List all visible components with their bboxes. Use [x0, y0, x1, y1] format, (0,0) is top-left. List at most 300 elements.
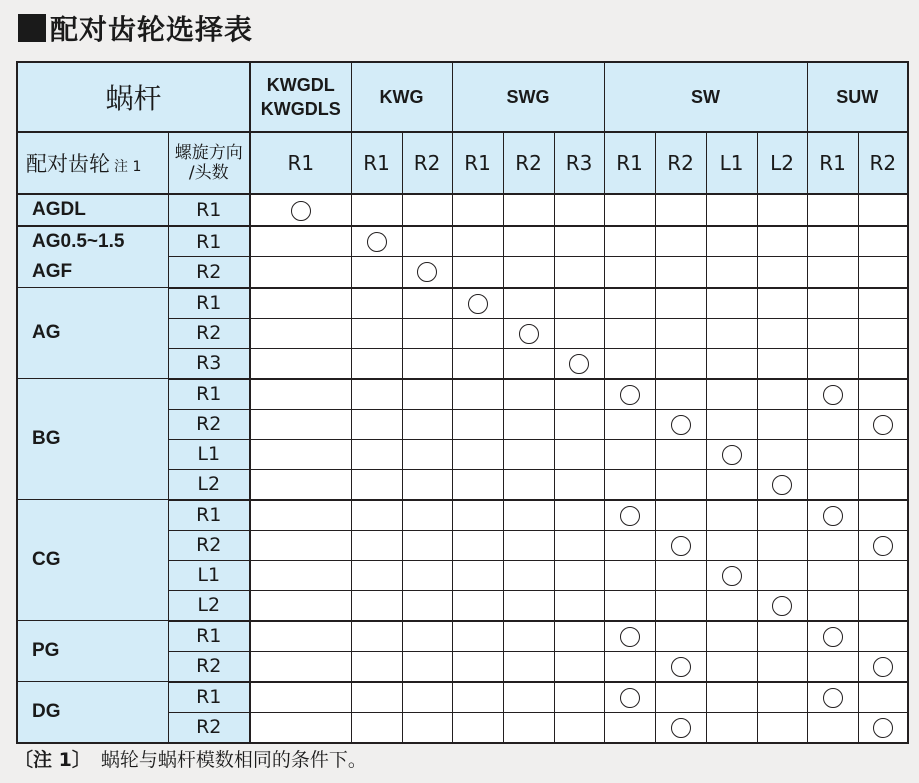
compatibility-cell: [351, 530, 402, 560]
compatibility-cell: [604, 500, 655, 531]
compatibility-cell: [706, 439, 757, 469]
gear-note-label: 注 1: [114, 159, 142, 175]
compatibility-cell: [452, 530, 503, 560]
compatibility-cell: [503, 530, 554, 560]
compatibility-cell: [858, 500, 908, 531]
compatibility-cell: [250, 530, 351, 560]
gear-direction-cell: R1: [168, 288, 250, 319]
compatibility-cell: [807, 530, 858, 560]
compatibility-cell: [452, 560, 503, 590]
compatibility-cell: [402, 651, 452, 682]
compatibility-cell: [757, 288, 807, 319]
mating-gear-name: DG: [32, 700, 61, 722]
compatibility-cell: [807, 682, 858, 713]
compatible-circle-icon: [823, 385, 843, 405]
compatibility-cell: [402, 530, 452, 560]
compatible-circle-icon: [671, 657, 691, 677]
compatible-circle-icon: [620, 688, 640, 708]
compatibility-cell: [858, 409, 908, 439]
worm-group-name: KWGDL: [266, 75, 335, 95]
compatibility-cell: [807, 379, 858, 410]
compatibility-cell: [858, 348, 908, 379]
compatibility-cell: [706, 712, 757, 743]
compatibility-cell: [858, 560, 908, 590]
compatibility-cell: [402, 348, 452, 379]
compatibility-cell: [351, 590, 402, 621]
worm-group-name: SW: [691, 87, 721, 107]
compatibility-cell: [655, 560, 706, 590]
compatible-circle-icon: [873, 718, 893, 738]
compatibility-cell: [807, 590, 858, 621]
worm-group-header: [250, 62, 351, 132]
compatibility-cell: [351, 409, 402, 439]
table-row: [17, 226, 908, 257]
gear-direction-cell: L1: [168, 560, 250, 590]
compatibility-cell: [452, 590, 503, 621]
compatibility-cell: [706, 409, 757, 439]
worm-group-name: KWG: [379, 87, 424, 107]
mating-gear-cell: [17, 379, 168, 500]
compatibility-cell: [757, 348, 807, 379]
compatibility-cell: [757, 257, 807, 288]
compatibility-cell: [807, 469, 858, 500]
compatibility-cell: [250, 439, 351, 469]
compatibility-cell: [858, 379, 908, 410]
compatibility-cell: [452, 651, 503, 682]
compatible-circle-icon: [772, 596, 792, 616]
mating-gear-name: CG: [32, 549, 61, 570]
compatibility-cell: [503, 379, 554, 410]
compatibility-cell: [807, 348, 858, 379]
compatibility-cell: [250, 318, 351, 348]
worm-direction-header: R2: [858, 132, 908, 194]
compatibility-cell: [402, 560, 452, 590]
compatible-circle-icon: [823, 688, 843, 708]
compatibility-cell: [554, 194, 604, 226]
compatibility-cell: [250, 500, 351, 531]
table-row: [17, 194, 908, 226]
compatibility-cell: [554, 530, 604, 560]
mating-gear-name: PG: [32, 640, 60, 661]
compatibility-cell: [452, 348, 503, 379]
compatibility-cell: [604, 469, 655, 500]
compatible-circle-icon: [671, 415, 691, 435]
compatibility-cell: [807, 621, 858, 652]
worm-direction-header: L2: [757, 132, 807, 194]
compatibility-cell: [503, 288, 554, 319]
compatibility-cell: [452, 226, 503, 257]
compatibility-cell: [655, 590, 706, 621]
compatibility-cell: [250, 348, 351, 379]
compatible-circle-icon: [367, 232, 387, 252]
compatibility-cell: [452, 318, 503, 348]
compatible-circle-icon: [620, 506, 640, 526]
compatibility-cell: [503, 194, 554, 226]
gear-direction-cell: R1: [168, 379, 250, 410]
compatibility-cell: [351, 621, 402, 652]
compatibility-cell: [402, 439, 452, 469]
compatibility-cell: [250, 560, 351, 590]
compatibility-cell: [351, 560, 402, 590]
compatibility-cell: [858, 590, 908, 621]
compatibility-cell: [503, 712, 554, 743]
compatibility-cell: [858, 257, 908, 288]
compatibility-cell: [250, 409, 351, 439]
mating-gear-cell: [17, 682, 168, 743]
compatibility-cell: [706, 621, 757, 652]
compatibility-cell: [757, 651, 807, 682]
compatibility-cell: [554, 348, 604, 379]
compatibility-cell: [807, 194, 858, 226]
compatibility-cell: [351, 318, 402, 348]
compatibility-cell: [452, 712, 503, 743]
compatibility-cell: [452, 439, 503, 469]
compatibility-cell: [757, 194, 807, 226]
worm-direction-header: R2: [503, 132, 554, 194]
compatibility-cell: [250, 379, 351, 410]
compatible-circle-icon: [772, 475, 792, 495]
compatibility-cell: [655, 469, 706, 500]
compatibility-cell: [757, 530, 807, 560]
compatibility-cell: [452, 469, 503, 500]
table-row: [17, 682, 908, 713]
mating-gear-cell: [17, 621, 168, 682]
compatibility-cell: [554, 226, 604, 257]
worm-direction-header: L1: [706, 132, 757, 194]
gear-direction-cell: R1: [168, 194, 250, 226]
worm-direction-header: R1: [452, 132, 503, 194]
compatibility-cell: [351, 348, 402, 379]
compatibility-cell: [402, 621, 452, 652]
compatibility-cell: [706, 379, 757, 410]
compatibility-cell: [807, 288, 858, 319]
worm-group-name: SWG: [506, 87, 550, 107]
compatibility-cell: [757, 682, 807, 713]
mating-gear-cell: [17, 194, 168, 226]
compatibility-cell: [402, 682, 452, 713]
compatibility-cell: [554, 560, 604, 590]
compatible-circle-icon: [291, 201, 311, 221]
worm-direction-header: R2: [655, 132, 706, 194]
compatibility-cell: [351, 257, 402, 288]
compatibility-cell: [351, 469, 402, 500]
compatibility-cell: [807, 560, 858, 590]
compatibility-cell: [452, 621, 503, 652]
compatibility-cell: [604, 651, 655, 682]
compatibility-cell: [554, 257, 604, 288]
compatible-circle-icon: [569, 354, 589, 374]
compatible-circle-icon: [468, 294, 488, 314]
compatibility-cell: [807, 651, 858, 682]
compatibility-cell: [757, 469, 807, 500]
compatibility-cell: [250, 682, 351, 713]
compatibility-cell: [604, 348, 655, 379]
compatible-circle-icon: [722, 445, 742, 465]
compatibility-cell: [655, 288, 706, 319]
worm-group-header: [604, 62, 807, 132]
compatibility-cell: [858, 682, 908, 713]
worm-direction-header: R1: [351, 132, 402, 194]
compatible-circle-icon: [823, 627, 843, 647]
mating-gear-name: BG: [32, 428, 61, 449]
compatibility-cell: [757, 409, 807, 439]
compatibility-cell: [402, 712, 452, 743]
gear-direction-cell: R2: [168, 257, 250, 288]
compatible-circle-icon: [823, 506, 843, 526]
compatibility-cell: [757, 712, 807, 743]
compatibility-cell: [402, 500, 452, 531]
compatibility-cell: [554, 439, 604, 469]
compatibility-cell: [604, 621, 655, 652]
footnote: [14, 745, 367, 772]
compatibility-cell: [503, 651, 554, 682]
mating-gear-name: AG: [32, 322, 61, 343]
gear-selection-table: [16, 61, 909, 744]
compatibility-cell: [655, 651, 706, 682]
compatibility-cell: [706, 590, 757, 621]
compatibility-cell: [351, 439, 402, 469]
compatibility-cell: [250, 194, 351, 226]
compatible-circle-icon: [620, 385, 640, 405]
worm-header: 蜗杆: [17, 62, 250, 132]
compatibility-cell: [807, 409, 858, 439]
compatibility-cell: [351, 651, 402, 682]
compatibility-cell: [706, 288, 757, 319]
compatibility-cell: [503, 682, 554, 713]
compatibility-cell: [655, 348, 706, 379]
compatibility-cell: [655, 439, 706, 469]
compatibility-cell: [706, 226, 757, 257]
compatibility-cell: [706, 530, 757, 560]
compatibility-cell: [807, 712, 858, 743]
mating-gear-cell: [17, 226, 168, 288]
compatibility-cell: [452, 379, 503, 410]
compatibility-cell: [503, 621, 554, 652]
compatibility-cell: [554, 288, 604, 319]
mating-gear-name-line2: AGF: [32, 261, 73, 282]
title-text: 配对齿轮选择表: [50, 13, 254, 46]
compatible-circle-icon: [873, 536, 893, 556]
compatibility-cell: [250, 288, 351, 319]
compatibility-cell: [757, 439, 807, 469]
compatibility-cell: [604, 682, 655, 713]
compatibility-cell: [604, 439, 655, 469]
compatible-circle-icon: [620, 627, 640, 647]
compatibility-cell: [402, 318, 452, 348]
compatible-circle-icon: [873, 657, 893, 677]
compatibility-cell: [604, 379, 655, 410]
compatibility-cell: [554, 682, 604, 713]
compatibility-cell: [351, 379, 402, 410]
compatibility-cell: [655, 409, 706, 439]
compatibility-cell: [554, 651, 604, 682]
compatibility-cell: [250, 257, 351, 288]
compatibility-cell: [351, 194, 402, 226]
compatibility-cell: [402, 226, 452, 257]
compatibility-cell: [655, 194, 706, 226]
compatibility-cell: [604, 226, 655, 257]
mating-gear-name: AG0.5~1.5: [32, 231, 125, 252]
footnote-text: 蜗轮与蜗杆模数相同的条件下。: [100, 749, 367, 771]
worm-group-header: [807, 62, 908, 132]
footnote-label: 〔注 1〕: [14, 749, 91, 771]
compatibility-cell: [503, 590, 554, 621]
compatibility-cell: [452, 409, 503, 439]
compatibility-cell: [554, 621, 604, 652]
compatible-circle-icon: [722, 566, 742, 586]
compatibility-cell: [757, 379, 807, 410]
compatibility-cell: [604, 409, 655, 439]
compatibility-cell: [757, 590, 807, 621]
compatibility-cell: [858, 469, 908, 500]
compatibility-cell: [250, 712, 351, 743]
gear-direction-cell: R2: [168, 712, 250, 743]
worm-group-name-line2: KWGDLS: [260, 99, 341, 119]
worm-direction-header: R1: [250, 132, 351, 194]
gear-direction-cell: R1: [168, 682, 250, 713]
compatibility-cell: [402, 409, 452, 439]
compatible-circle-icon: [671, 536, 691, 556]
compatibility-cell: [655, 712, 706, 743]
compatibility-cell: [250, 651, 351, 682]
compatibility-cell: [858, 194, 908, 226]
compatibility-cell: [452, 682, 503, 713]
compatible-circle-icon: [671, 718, 691, 738]
compatibility-cell: [655, 318, 706, 348]
compatibility-cell: [807, 439, 858, 469]
compatibility-cell: [858, 226, 908, 257]
gear-direction-cell: L1: [168, 439, 250, 469]
page-title: [18, 8, 253, 48]
compatibility-cell: [604, 590, 655, 621]
gear-direction-cell: R3: [168, 348, 250, 379]
mating-gear-label: 配对齿轮: [26, 152, 110, 176]
compatibility-cell: [250, 590, 351, 621]
compatibility-cell: [452, 500, 503, 531]
compatibility-cell: [351, 226, 402, 257]
compatibility-cell: [554, 318, 604, 348]
compatibility-cell: [655, 379, 706, 410]
gear-direction-cell: R2: [168, 651, 250, 682]
compatibility-cell: [757, 226, 807, 257]
compatibility-cell: [604, 712, 655, 743]
compatibility-cell: [452, 257, 503, 288]
compatibility-cell: [402, 257, 452, 288]
gear-direction-cell: R2: [168, 409, 250, 439]
compatibility-cell: [604, 530, 655, 560]
compatibility-cell: [503, 226, 554, 257]
compatibility-cell: [655, 226, 706, 257]
compatibility-cell: [554, 469, 604, 500]
compatible-circle-icon: [873, 415, 893, 435]
compatibility-cell: [858, 651, 908, 682]
worm-direction-header: R1: [604, 132, 655, 194]
compatible-circle-icon: [417, 262, 437, 282]
compatibility-cell: [250, 621, 351, 652]
compatible-circle-icon: [519, 324, 539, 344]
compatibility-cell: [503, 560, 554, 590]
compatibility-cell: [706, 348, 757, 379]
table-row: [17, 500, 908, 531]
worm-group-name: SUW: [836, 87, 879, 107]
compatibility-cell: [604, 257, 655, 288]
mating-gear-cell: [17, 288, 168, 379]
compatibility-cell: [402, 379, 452, 410]
compatibility-cell: [604, 560, 655, 590]
compatibility-cell: [706, 651, 757, 682]
gear-direction-cell: L2: [168, 590, 250, 621]
compatibility-cell: [807, 500, 858, 531]
compatibility-cell: [655, 682, 706, 713]
worm-direction-header: R2: [402, 132, 452, 194]
compatibility-cell: [503, 500, 554, 531]
compatibility-cell: [402, 194, 452, 226]
compatibility-cell: [858, 621, 908, 652]
table-row: [17, 288, 908, 319]
compatibility-cell: [706, 500, 757, 531]
compatibility-cell: [706, 318, 757, 348]
compatibility-cell: [604, 194, 655, 226]
compatibility-cell: [655, 530, 706, 560]
compatibility-cell: [757, 500, 807, 531]
mating-gear-header: [17, 132, 168, 194]
compatibility-cell: [807, 226, 858, 257]
compatibility-cell: [807, 318, 858, 348]
compatibility-cell: [858, 439, 908, 469]
compatibility-cell: [858, 712, 908, 743]
gear-direction-cell: R1: [168, 621, 250, 652]
compatibility-cell: [757, 318, 807, 348]
compatibility-cell: [351, 712, 402, 743]
gear-direction-cell: L2: [168, 469, 250, 500]
gear-direction-cell: R2: [168, 530, 250, 560]
worm-group-header: [452, 62, 604, 132]
compatibility-cell: [452, 288, 503, 319]
compatibility-cell: [351, 682, 402, 713]
compatibility-cell: [402, 590, 452, 621]
compatibility-cell: [351, 288, 402, 319]
compatibility-cell: [858, 318, 908, 348]
compatibility-cell: [402, 469, 452, 500]
title-square-icon: [18, 14, 46, 42]
compatibility-cell: [706, 560, 757, 590]
mating-gear-cell: [17, 500, 168, 621]
compatibility-cell: [452, 194, 503, 226]
compatibility-cell: [351, 500, 402, 531]
compatibility-cell: [402, 288, 452, 319]
table-row: [17, 379, 908, 410]
compatibility-cell: [604, 288, 655, 319]
compatibility-cell: [554, 590, 604, 621]
compatibility-cell: [554, 409, 604, 439]
compatibility-cell: [554, 379, 604, 410]
compatibility-cell: [503, 439, 554, 469]
compatibility-cell: [604, 318, 655, 348]
table-row: [17, 621, 908, 652]
compatibility-cell: [858, 288, 908, 319]
compatibility-cell: [503, 469, 554, 500]
compatibility-cell: [503, 257, 554, 288]
compatibility-cell: [858, 530, 908, 560]
compatibility-cell: [250, 469, 351, 500]
worm-direction-header: R1: [807, 132, 858, 194]
gear-direction-cell: R2: [168, 318, 250, 348]
mating-gear-name: AGDL: [32, 199, 86, 220]
compatibility-cell: [655, 500, 706, 531]
compatibility-cell: [706, 469, 757, 500]
compatibility-cell: [757, 621, 807, 652]
compatibility-cell: [503, 318, 554, 348]
